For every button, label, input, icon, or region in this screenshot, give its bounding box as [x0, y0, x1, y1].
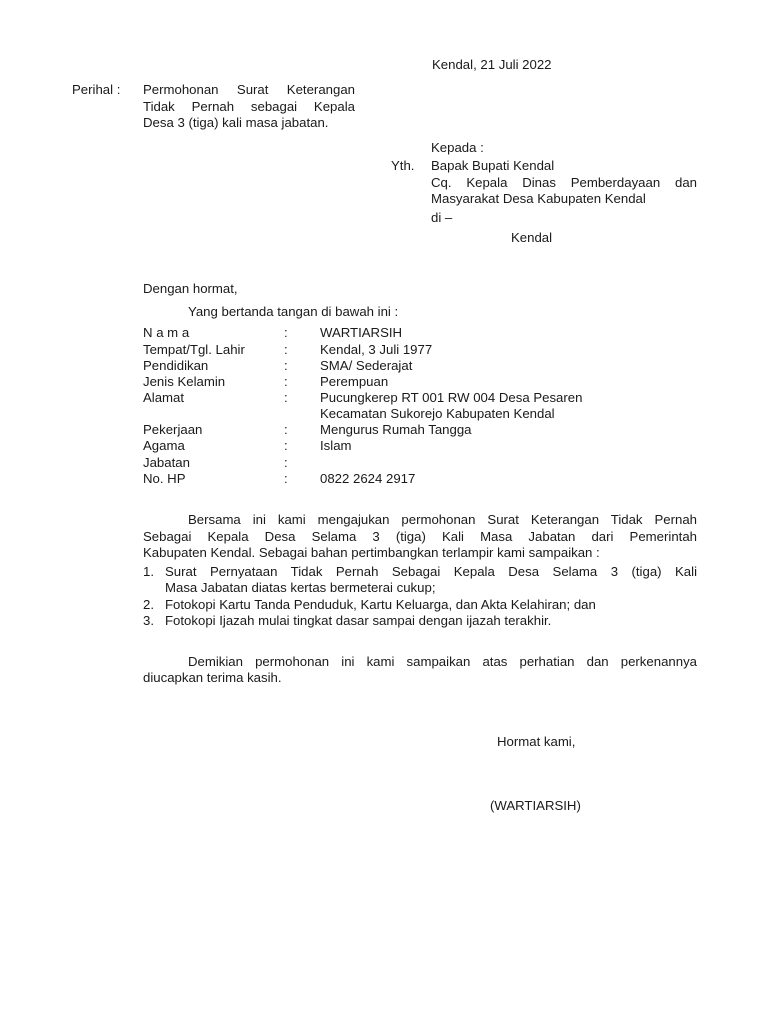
identity-label: Pekerjaan	[143, 422, 203, 437]
table-row	[143, 422, 703, 438]
recipient-line-1: Bapak Bupati Kendal	[431, 158, 555, 173]
perihal-line-1: Permohonan Surat Keterangan	[143, 82, 355, 97]
body-line-1: Bersama ini kami mengajukan permohonan Surat Keterangan Tidak Pernah	[188, 512, 697, 527]
identity-value: WARTIARSIH	[320, 325, 403, 340]
list-item-number: 2.	[143, 597, 154, 612]
identity-separator: :	[284, 358, 288, 373]
identity-value: 0822 2624 2917	[320, 471, 416, 486]
identity-separator: :	[284, 471, 288, 486]
intro-line: Yang bertanda tangan di bawah ini :	[188, 304, 399, 319]
list-item-number: 1.	[143, 564, 154, 579]
identity-value: Islam	[320, 438, 352, 453]
greeting: Dengan hormat,	[143, 281, 238, 296]
recipient-city: Kendal	[511, 230, 553, 245]
identity-label: Tempat/Tgl. Lahir	[143, 342, 245, 357]
identity-value: Mengurus Rumah Tangga	[320, 422, 472, 437]
list-item-line: Fotokopi Kartu Tanda Penduduk, Kartu Keluarga, dan Akta Kelahiran; dan	[165, 597, 596, 612]
recipient-line-2: Cq. Kepala Dinas Pemberdayaan dan	[431, 175, 697, 190]
recipient-line-3: Masyarakat Desa Kabupaten Kendal	[431, 191, 646, 206]
list-item-number: 3.	[143, 613, 154, 628]
identity-label: Agama	[143, 438, 185, 453]
list-item-line: Surat Pernyataan Tidak Pernah Sebagai Kepala Desa Selama 3 (tiga) Kali	[165, 564, 697, 579]
identity-separator: :	[284, 438, 288, 453]
recipient-yth: Yth.	[391, 158, 415, 173]
table-row	[143, 406, 703, 422]
table-row	[143, 438, 703, 454]
identity-separator: :	[284, 422, 288, 437]
body-line-3: Kabupaten Kendal. Sebagai bahan pertimbangkan terlampir kami sampaikan :	[143, 545, 600, 560]
identity-separator: :	[284, 390, 288, 405]
identity-label: Jenis Kelamin	[143, 374, 226, 389]
identity-label: Pendidikan	[143, 358, 209, 373]
table-row	[143, 390, 703, 406]
table-row	[143, 358, 703, 374]
recipient-kepada: Kepada :	[431, 140, 484, 155]
recipient-di: di –	[431, 210, 453, 225]
letter-date: Kendal, 21 Juli 2022	[432, 57, 552, 72]
closing-line-1: Demikian permohonan ini kami sampaikan atas perhatian dan perkenannya	[188, 654, 697, 669]
list-item-line: Fotokopi Ijazah mulai tingkat dasar sampai dengan ijazah terakhir.	[165, 613, 552, 628]
identity-value: Kecamatan Sukorejo Kabupaten Kendal	[320, 406, 555, 421]
identity-separator: :	[284, 342, 288, 357]
closing-line-2: diucapkan terima kasih.	[143, 670, 282, 685]
identity-value: Pucungkerep RT 001 RW 004 Desa Pesaren	[320, 390, 583, 405]
identity-label: No. HP	[143, 471, 186, 486]
identity-value: SMA/ Sederajat	[320, 358, 413, 373]
identity-value: Perempuan	[320, 374, 389, 389]
perihal-label: Perihal :	[72, 82, 121, 97]
table-row	[143, 325, 703, 341]
table-row	[143, 374, 703, 390]
identity-separator: :	[284, 455, 288, 470]
signature-salutation: Hormat kami,	[497, 734, 576, 749]
identity-value: Kendal, 3 Juli 1977	[320, 342, 433, 357]
body-line-2: Sebagai Kepala Desa Selama 3 (tiga) Kali Masa Jabatan dari Pemerintah	[143, 529, 697, 544]
identity-separator: :	[284, 374, 288, 389]
table-row	[143, 342, 703, 358]
identity-label: Jabatan	[143, 455, 190, 470]
identity-label: N a m a	[143, 325, 190, 340]
identity-separator: :	[284, 325, 288, 340]
table-row	[143, 455, 703, 471]
list-item-line: Masa Jabatan diatas kertas bermeterai cukup;	[165, 580, 436, 595]
perihal-line-3: Desa 3 (tiga) kali masa jabatan.	[143, 115, 329, 130]
signature-name: (WARTIARSIH)	[490, 798, 581, 813]
identity-label: Alamat	[143, 390, 185, 405]
table-row	[143, 471, 703, 487]
perihal-line-2: Tidak Pernah sebagai Kepala	[143, 99, 355, 114]
